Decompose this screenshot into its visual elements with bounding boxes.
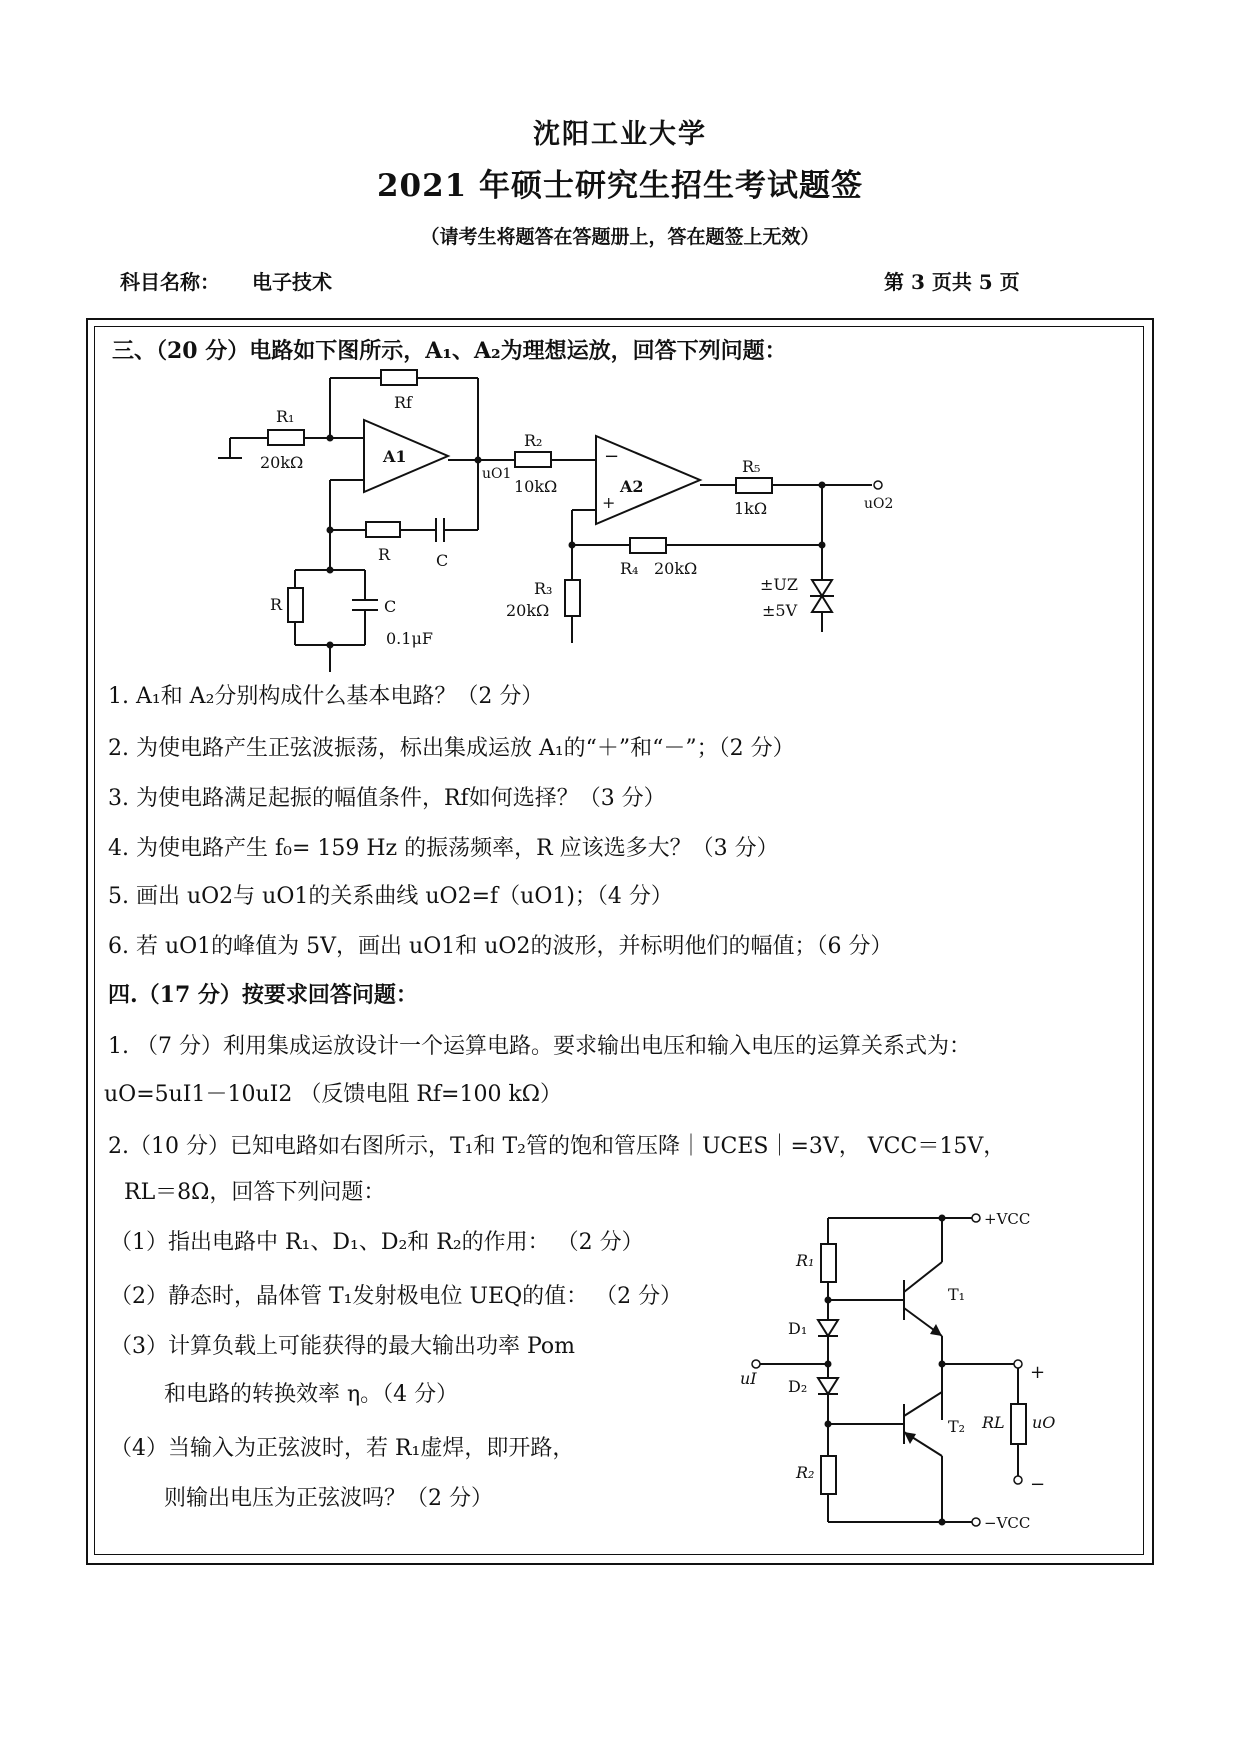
vcc-pos-label: +VCC <box>984 1210 1031 1228</box>
s4-sub-3b: 和电路的转换效率 η。（4 分） <box>164 1382 459 1407</box>
d2-label: D₂ <box>788 1377 808 1396</box>
section4-title: 四.（17 分）按要求回答问题： <box>108 982 418 1008</box>
r1-label: R₁ <box>276 407 295 426</box>
uo-label-2: uO <box>1032 1413 1056 1432</box>
s3-question-2: 2. 为使电路产生正弦波振荡，标出集成运放 A₁的“＋”和“－”；（2 分） <box>108 736 795 761</box>
a2-minus: − <box>604 446 620 467</box>
r4-value: 20kΩ <box>654 559 698 578</box>
c-series-label: C <box>436 551 449 570</box>
r5-label: R₅ <box>742 457 761 476</box>
rl-label: RL <box>982 1413 1005 1432</box>
c-parallel-label: C <box>384 597 397 616</box>
vcc-neg-label: −VCC <box>984 1514 1031 1532</box>
s3-question-1: 1. A₁和 A₂分别构成什么基本电路？（2 分） <box>108 684 544 709</box>
r2-label: R₂ <box>524 431 543 450</box>
s4-sub-4a: （4）当输入为正弦波时，若 R₁虚焊，即开路， <box>110 1436 575 1461</box>
s3-question-6: 6. 若 uO1的峰值为 5V，画出 uO1和 uO2的波形，并标明他们的幅值；（6 分） <box>108 934 893 959</box>
t1-label: T₁ <box>948 1285 966 1304</box>
r2-label-2: R₂ <box>796 1463 815 1482</box>
r3-label: R₃ <box>534 579 553 598</box>
uo2-label: uO2 <box>864 496 894 512</box>
subject-value: 电子技术 <box>252 270 332 294</box>
uz-value: ±5V <box>762 601 798 620</box>
d1-label: D₁ <box>788 1319 808 1338</box>
rf-label: Rf <box>394 393 412 412</box>
s4-sub-1: （1）指出电路中 R₁、D₁、D₂和 R₂的作用： （2 分） <box>110 1230 644 1255</box>
c-value: 0.1μF <box>386 629 433 648</box>
uo1-label: uO1 <box>482 466 512 482</box>
ui-label: uI <box>740 1369 757 1388</box>
exam-title: 2021 年硕士研究生招生考试题签 <box>376 168 864 204</box>
s4-sub-4b: 则输出电压为正弦波吗？（2 分） <box>164 1486 493 1511</box>
a2-label: A2 <box>620 477 644 496</box>
page-info: 第 3 页共 5 页 <box>884 270 1020 294</box>
exam-notice: （请考生将题答在答题册上，答在题签上无效） <box>420 226 820 248</box>
uz-label: ±UZ <box>760 575 799 594</box>
section3-title: 三、（20 分）电路如下图所示，A₁、A₂为理想运放，回答下列问题： <box>112 338 787 364</box>
r5-value: 1kΩ <box>734 499 768 518</box>
output-plus: + <box>1030 1362 1046 1383</box>
r3-value: 20kΩ <box>506 601 550 620</box>
s4-q1-text: 1. （7 分）利用集成运放设计一个运算电路。要求输出电压和输入电压的运算关系式为： <box>108 1034 971 1059</box>
r2-value: 10kΩ <box>514 477 558 496</box>
r-series-label: R <box>378 545 391 564</box>
t2-label: T₂ <box>948 1417 966 1436</box>
s3-question-4: 4. 为使电路产生 f₀= 159 Hz 的振荡频率，R 应该选多大？（3 分） <box>108 836 779 861</box>
s4-sub-2: （2）静态时，晶体管 T₁发射极电位 UEQ的值： （2 分） <box>110 1284 683 1309</box>
r-parallel-label: R <box>270 595 283 614</box>
a1-label: A1 <box>383 447 407 466</box>
s4-sub-3a: （3）计算负载上可能获得的最大输出功率 Pom <box>110 1334 576 1359</box>
s4-q1-formula: uO=5uI1－10uI2 （反馈电阻 Rf=100 kΩ） <box>104 1082 563 1107</box>
r1-value: 20kΩ <box>260 453 304 472</box>
r1-label-2: R₁ <box>796 1251 815 1270</box>
s4-q2-text: 2.（10 分）已知电路如右图所示，T₁和 T₂管的饱和管压降｜UCES｜=3V， VCC＝15V， <box>108 1134 1006 1159</box>
s3-question-5: 5. 画出 uO2与 uO1的关系曲线 uO2=f（uO1)；（4 分） <box>108 884 673 909</box>
s4-q2-text2: RL＝8Ω，回答下列问题： <box>124 1180 386 1205</box>
university-name: 沈阳工业大学 <box>533 119 707 150</box>
subject-label: 科目名称： <box>120 270 220 294</box>
s3-question-3: 3. 为使电路满足起振的幅值条件，Rf如何选择？（3 分） <box>108 786 666 811</box>
output-minus: − <box>1030 1474 1046 1495</box>
r4-label: R₄ <box>620 559 639 578</box>
a2-plus: + <box>602 493 616 512</box>
